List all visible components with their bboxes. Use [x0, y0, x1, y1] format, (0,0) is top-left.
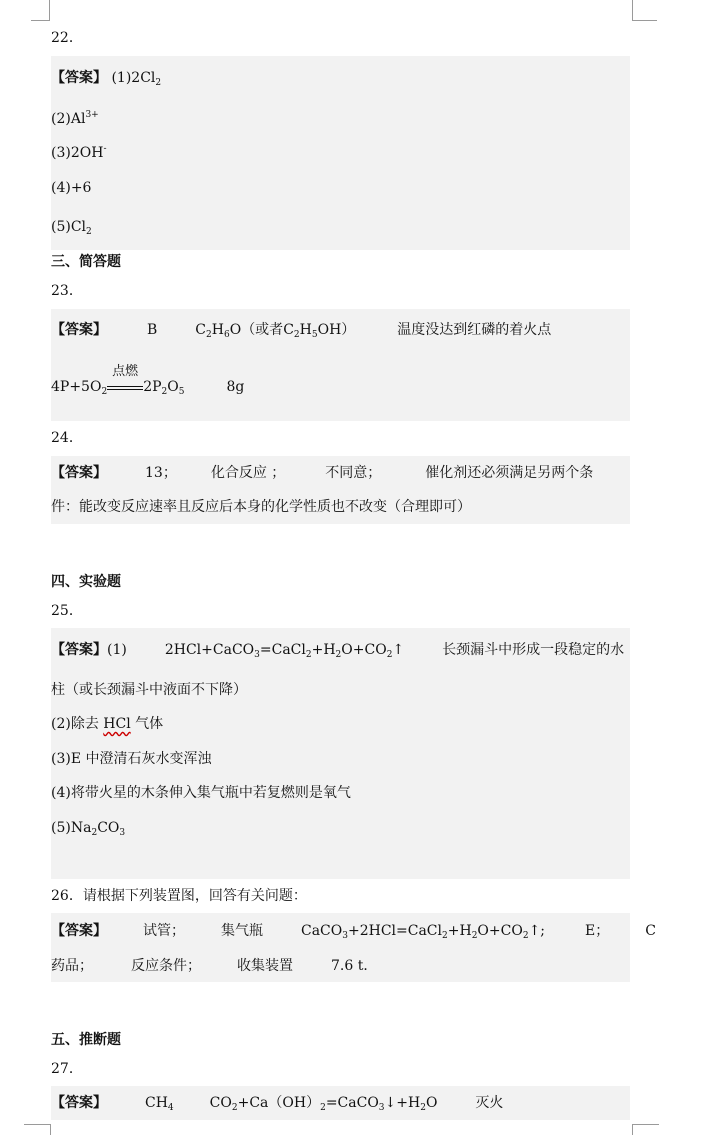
question-26-title: 26．请根据下列装置图，回答有关问题： [51, 888, 307, 904]
answer-22-part-3: (3)2OH- [51, 144, 107, 161]
answer-22-part-2: $(2)Al^{3+}$ [51, 110, 99, 127]
answer-25-part-4: (4)将带火星的木条伸入集气瓶中若复燃则是氧气 [51, 785, 351, 801]
crop-mark-bottom-right [632, 1124, 659, 1135]
answer-23-line-1: 【答案】 B $C_2H_6O$（或者$C_2H_5OH$） 温度没达到红磷的着火点 [51, 322, 552, 340]
answer-22-part-1: 【答案】 $(1)2Cl_2$ [51, 70, 162, 88]
answer-25-part-5: $(5)Na_2CO_3$ [51, 820, 126, 838]
section-3-title: 三、简答题 [51, 254, 121, 270]
reaction-condition-arrow: 点燃 [107, 380, 143, 390]
crop-mark-top-right [632, 0, 657, 21]
answer-24-line-1: 【答案】 13； 化合反应 ； 不同意； 催化剂还必须满足另两个条 [51, 465, 594, 481]
answer-25-part-3: (3)E 中澄清石灰水变浑浊 [51, 751, 212, 767]
question-27-number: 27． [51, 1061, 83, 1077]
answer-22-part-5: $(5)Cl_2$ [51, 219, 92, 237]
answer-26-line-2: 药品； 反应条件； 收集装置 7.6 t． [51, 958, 378, 974]
question-22-number: 22． [51, 30, 83, 46]
answer-27-line-1: 【答案】 $CH_4$ $CO_2+Ca(OH)_2=CaCO_3↓+H_2O$ 灭火 [51, 1095, 504, 1113]
answer-22-part-4: (4)+6 [51, 180, 92, 196]
question-25-number: 25． [51, 603, 83, 619]
answer-23-equation: $4P+5O_2$ 点燃 $2P_2O_5$ 8g [51, 364, 245, 397]
question-24-number: 24． [51, 430, 83, 446]
answer-24-line-2: 件：能改变反应速率且反应后本身的化学性质也不改变（合理即可） [51, 499, 471, 515]
answer-25-part-2: (2)除去 HCl 气体 [51, 716, 164, 732]
question-23-number: 23． [51, 283, 83, 299]
section-5-title: 五、推断题 [51, 1032, 121, 1048]
section-4-title: 四、实验题 [51, 574, 121, 590]
answer-25-line-1: 【答案】(1) $2HCl+CaCO_3=CaCl_2+H_2O+CO_2↑$ 长颈漏斗中形成一段稳定的水 [51, 642, 625, 660]
answer-25-line-2: 柱（或长颈漏斗中液面不下降） [51, 682, 247, 698]
crop-mark-top-left [31, 0, 50, 21]
answer-26-line-1: 【答案】 试管； 集气瓶 $CaCO_3+2HCl=CaCl_2+H_2O+CO_2↑$; E； C [51, 923, 656, 941]
crop-mark-bottom-left [24, 1124, 51, 1135]
